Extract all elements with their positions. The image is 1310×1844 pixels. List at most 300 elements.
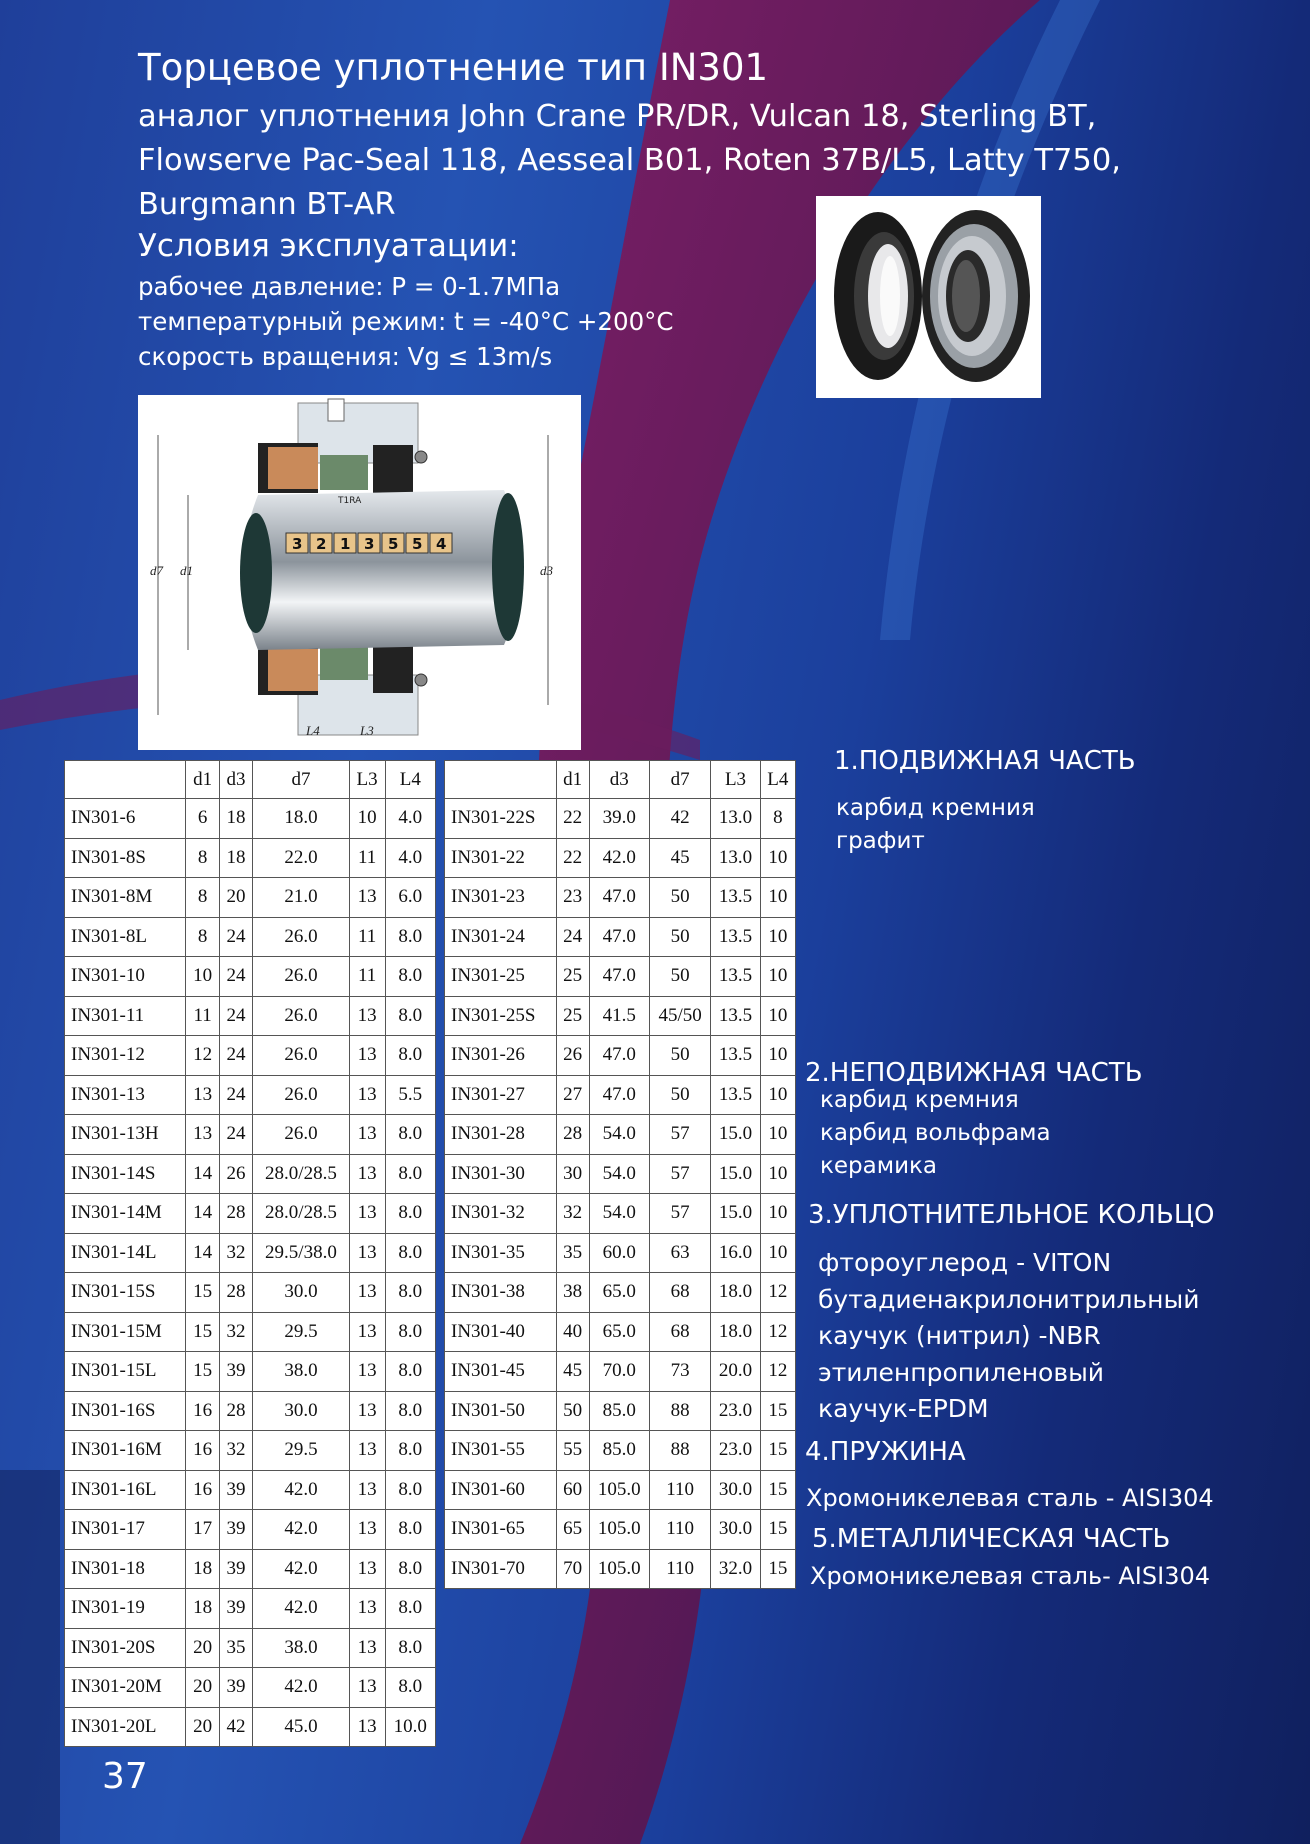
column-header: d1 (186, 761, 219, 799)
table-row (445, 1075, 796, 1115)
column-header: d7 (650, 761, 711, 799)
value-cell: 110 (650, 1510, 711, 1550)
value-cell: 13.0 (711, 838, 760, 878)
value-cell: 15 (186, 1312, 219, 1352)
table-row (445, 1470, 796, 1510)
table-row (445, 1115, 796, 1155)
value-cell: 13 (349, 1431, 385, 1471)
value-cell: 18 (219, 799, 252, 839)
value-cell: 10 (760, 1075, 795, 1115)
value-cell: 42.0 (253, 1668, 349, 1708)
table-row (65, 957, 436, 997)
value-cell: 13 (349, 878, 385, 918)
value-cell: 25 (556, 996, 589, 1036)
value-cell: 88 (650, 1391, 711, 1431)
value-cell: 20 (219, 878, 252, 918)
model-cell: IN301-8S (65, 838, 186, 878)
part-label: 2 (316, 535, 327, 553)
value-cell: 39 (219, 1352, 252, 1392)
value-cell: 8.0 (385, 1115, 435, 1155)
column-header (65, 761, 186, 799)
value-cell: 13 (349, 1549, 385, 1589)
value-cell: 42.0 (253, 1510, 349, 1550)
value-cell: 15 (760, 1549, 795, 1589)
seal-diagram (138, 395, 581, 750)
model-cell: IN301-6 (65, 799, 186, 839)
value-cell: 50 (650, 1036, 711, 1076)
value-cell: 13 (349, 1312, 385, 1352)
section-3-item: фтороуглерод - VITON (818, 1248, 1112, 1277)
value-cell: 18.0 (253, 799, 349, 839)
model-cell: IN301-22 (445, 838, 557, 878)
value-cell: 14 (186, 1194, 219, 1234)
value-cell: 39 (219, 1470, 252, 1510)
value-cell: 8.0 (385, 1273, 435, 1313)
model-cell: IN301-15L (65, 1352, 186, 1392)
value-cell: 50 (650, 1075, 711, 1115)
table-row (65, 1431, 436, 1471)
table-row (65, 799, 436, 839)
value-cell: 11 (349, 957, 385, 997)
section-2-title: 2.НЕПОДВИЖНАЯ ЧАСТЬ (805, 1058, 1143, 1088)
value-cell: 32 (219, 1431, 252, 1471)
value-cell: 10 (186, 957, 219, 997)
section-2-item: керамика (820, 1153, 938, 1179)
dim-d7: d7 (150, 563, 163, 578)
value-cell: 30.0 (711, 1470, 760, 1510)
table-row (65, 878, 436, 918)
table-row (445, 878, 796, 918)
value-cell: 5.5 (385, 1075, 435, 1115)
value-cell: 70 (556, 1549, 589, 1589)
table-header-row (65, 761, 436, 799)
model-cell: IN301-16S (65, 1391, 186, 1431)
value-cell: 24 (219, 917, 252, 957)
model-cell: IN301-8L (65, 917, 186, 957)
value-cell: 24 (219, 996, 252, 1036)
value-cell: 42.0 (589, 838, 650, 878)
table-row (445, 1391, 796, 1431)
value-cell: 42 (219, 1707, 252, 1747)
value-cell: 60 (556, 1470, 589, 1510)
value-cell: 16 (186, 1391, 219, 1431)
section-3-item: каучук (нитрил) -NBR (818, 1321, 1101, 1350)
value-cell: 10 (760, 1115, 795, 1155)
table-row (445, 1312, 796, 1352)
value-cell: 45 (556, 1352, 589, 1392)
section-4-item: Хромоникелевая сталь - AISI304 (806, 1484, 1214, 1512)
dim-d3: d3 (540, 563, 553, 578)
model-cell: IN301-13H (65, 1115, 186, 1155)
value-cell: 57 (650, 1194, 711, 1234)
value-cell: 22 (556, 799, 589, 839)
value-cell: 26 (556, 1036, 589, 1076)
size-table-left (64, 760, 436, 1747)
model-cell: IN301-32 (445, 1194, 557, 1234)
model-cell: IN301-23 (445, 878, 557, 918)
model-cell: IN301-25 (445, 957, 557, 997)
model-cell: IN301-22S (445, 799, 557, 839)
value-cell: 13.5 (711, 957, 760, 997)
value-cell: 8.0 (385, 996, 435, 1036)
value-cell: 8.0 (385, 1589, 435, 1629)
value-cell: 23.0 (711, 1391, 760, 1431)
model-cell: IN301-15M (65, 1312, 186, 1352)
value-cell: 8.0 (385, 1312, 435, 1352)
value-cell: 12 (186, 1036, 219, 1076)
table-row (445, 1273, 796, 1313)
value-cell: 20 (186, 1707, 219, 1747)
table-row (445, 1352, 796, 1392)
value-cell: 54.0 (589, 1115, 650, 1155)
dim-l4: L4 (306, 723, 320, 738)
model-cell: IN301-10 (65, 957, 186, 997)
model-cell: IN301-30 (445, 1154, 557, 1194)
product-photo (816, 196, 1041, 398)
value-cell: 16 (186, 1431, 219, 1471)
value-cell: 21.0 (253, 878, 349, 918)
section-1-item: карбид кремния (836, 795, 1035, 821)
table-row (65, 838, 436, 878)
table-row (445, 1431, 796, 1471)
part-label: 3 (292, 535, 303, 553)
table-row (445, 917, 796, 957)
value-cell: 18 (186, 1549, 219, 1589)
value-cell: 20 (186, 1628, 219, 1668)
value-cell: 13 (186, 1115, 219, 1155)
value-cell: 28 (556, 1115, 589, 1155)
value-cell: 105.0 (589, 1470, 650, 1510)
model-cell: IN301-20L (65, 1707, 186, 1747)
value-cell: 65.0 (589, 1273, 650, 1313)
value-cell: 13 (349, 1075, 385, 1115)
column-header: L4 (385, 761, 435, 799)
conditions-heading: Условия эксплуатации: (138, 228, 519, 264)
table-row (445, 1194, 796, 1234)
table-row (445, 1510, 796, 1550)
subtitle-line-3: Burgmann BT-AR (138, 187, 396, 222)
table-row (65, 1628, 436, 1668)
value-cell: 60.0 (589, 1233, 650, 1273)
value-cell: 13 (349, 1391, 385, 1431)
value-cell: 8.0 (385, 1628, 435, 1668)
value-cell: 29.5/38.0 (253, 1233, 349, 1273)
value-cell: 20.0 (711, 1352, 760, 1392)
value-cell: 39 (219, 1589, 252, 1629)
table-row (445, 1549, 796, 1589)
table-row (65, 1510, 436, 1550)
value-cell: 26.0 (253, 917, 349, 957)
value-cell: 4.0 (385, 799, 435, 839)
value-cell: 6.0 (385, 878, 435, 918)
value-cell: 24 (219, 1036, 252, 1076)
value-cell: 18 (219, 838, 252, 878)
value-cell: 57 (650, 1154, 711, 1194)
value-cell: 10 (349, 799, 385, 839)
table-row (65, 1589, 436, 1629)
value-cell: 38.0 (253, 1628, 349, 1668)
value-cell: 8 (760, 799, 795, 839)
model-cell: IN301-20S (65, 1628, 186, 1668)
value-cell: 8.0 (385, 957, 435, 997)
table-row (65, 1194, 436, 1234)
value-cell: 16.0 (711, 1233, 760, 1273)
value-cell: 45 (650, 838, 711, 878)
value-cell: 13 (349, 1352, 385, 1392)
value-cell: 15.0 (711, 1115, 760, 1155)
table-row (65, 917, 436, 957)
value-cell: 13.5 (711, 996, 760, 1036)
page-number: 37 (102, 1756, 148, 1797)
value-cell: 11 (186, 996, 219, 1036)
model-cell: IN301-14L (65, 1233, 186, 1273)
value-cell: 105.0 (589, 1510, 650, 1550)
column-header: d7 (253, 761, 349, 799)
part-label: 3 (364, 535, 375, 553)
section-3-item: этиленпропиленовый (818, 1358, 1105, 1387)
condition-pressure: рабочее давление: P = 0-1.7МПа (138, 272, 561, 301)
subtitle-line-2: Flowserve Pac-Seal 118, Aesseal B01, Roten 37B/L5, Latty T750, (138, 143, 1121, 178)
model-cell: IN301-16M (65, 1431, 186, 1471)
value-cell: 10 (760, 957, 795, 997)
part-labels (286, 533, 452, 553)
value-cell: 28.0/28.5 (253, 1154, 349, 1194)
table-row (445, 799, 796, 839)
table-row (65, 1707, 436, 1747)
table-row (65, 1352, 436, 1392)
value-cell: 28 (219, 1273, 252, 1313)
value-cell: 30.0 (253, 1391, 349, 1431)
part-label: 5 (412, 535, 423, 553)
section-4-title: 4.ПРУЖИНА (805, 1437, 966, 1467)
value-cell: 8.0 (385, 1352, 435, 1392)
section-5-title: 5.МЕТАЛЛИЧЕСКАЯ ЧАСТЬ (812, 1524, 1171, 1554)
value-cell: 30 (556, 1154, 589, 1194)
model-cell: IN301-18 (65, 1549, 186, 1589)
value-cell: 73 (650, 1352, 711, 1392)
model-cell: IN301-8M (65, 878, 186, 918)
model-cell: IN301-55 (445, 1431, 557, 1471)
value-cell: 24 (556, 917, 589, 957)
table-row (65, 1549, 436, 1589)
column-header: d3 (219, 761, 252, 799)
dim-tag: T1RA (338, 496, 362, 506)
value-cell: 8.0 (385, 1510, 435, 1550)
section-3-item: бутадиенакрилонитрильный (818, 1285, 1200, 1314)
model-cell: IN301-38 (445, 1273, 557, 1313)
value-cell: 105.0 (589, 1549, 650, 1589)
section-1-title: 1.ПОДВИЖНАЯ ЧАСТЬ (834, 746, 1136, 776)
value-cell: 68 (650, 1312, 711, 1352)
value-cell: 29.5 (253, 1431, 349, 1471)
model-cell: IN301-11 (65, 996, 186, 1036)
value-cell: 70.0 (589, 1352, 650, 1392)
model-cell: IN301-60 (445, 1470, 557, 1510)
value-cell: 22 (556, 838, 589, 878)
value-cell: 39 (219, 1668, 252, 1708)
table-row (65, 1036, 436, 1076)
table-row (65, 1075, 436, 1115)
value-cell: 13 (349, 1510, 385, 1550)
value-cell: 13.5 (711, 878, 760, 918)
value-cell: 10 (760, 996, 795, 1036)
table-row (65, 1470, 436, 1510)
value-cell: 18.0 (711, 1273, 760, 1313)
part-label: 4 (436, 535, 447, 553)
value-cell: 14 (186, 1233, 219, 1273)
model-cell: IN301-12 (65, 1036, 186, 1076)
value-cell: 4.0 (385, 838, 435, 878)
value-cell: 42.0 (253, 1470, 349, 1510)
value-cell: 8.0 (385, 1668, 435, 1708)
value-cell: 50 (556, 1391, 589, 1431)
value-cell: 38 (556, 1273, 589, 1313)
value-cell: 39 (219, 1549, 252, 1589)
table-row (445, 1233, 796, 1273)
value-cell: 47.0 (589, 1036, 650, 1076)
value-cell: 13 (349, 1273, 385, 1313)
value-cell: 26.0 (253, 1036, 349, 1076)
value-cell: 50 (650, 917, 711, 957)
value-cell: 13 (349, 1036, 385, 1076)
value-cell: 8 (186, 838, 219, 878)
value-cell: 8.0 (385, 1194, 435, 1234)
value-cell: 63 (650, 1233, 711, 1273)
value-cell: 47.0 (589, 878, 650, 918)
value-cell: 8.0 (385, 1549, 435, 1589)
section-5-item: Хромоникелевая сталь- AISI304 (810, 1562, 1210, 1590)
value-cell: 13 (349, 1628, 385, 1668)
model-cell: IN301-17 (65, 1510, 186, 1550)
column-header: L3 (711, 761, 760, 799)
value-cell: 10.0 (385, 1707, 435, 1747)
model-cell: IN301-14M (65, 1194, 186, 1234)
dim-l3: L3 (360, 723, 374, 738)
value-cell: 27 (556, 1075, 589, 1115)
value-cell: 29.5 (253, 1312, 349, 1352)
section-3-item: каучук-EPDM (818, 1394, 989, 1423)
value-cell: 24 (219, 957, 252, 997)
value-cell: 13 (349, 1233, 385, 1273)
value-cell: 15 (760, 1391, 795, 1431)
value-cell: 12 (760, 1352, 795, 1392)
value-cell: 38.0 (253, 1352, 349, 1392)
value-cell: 13 (349, 1668, 385, 1708)
value-cell: 15 (186, 1352, 219, 1392)
value-cell: 47.0 (589, 917, 650, 957)
value-cell: 12 (760, 1273, 795, 1313)
value-cell: 32.0 (711, 1549, 760, 1589)
value-cell: 35 (219, 1628, 252, 1668)
value-cell: 24 (219, 1115, 252, 1155)
value-cell: 10 (760, 1154, 795, 1194)
value-cell: 11 (349, 917, 385, 957)
model-cell: IN301-35 (445, 1233, 557, 1273)
value-cell: 14 (186, 1154, 219, 1194)
value-cell: 22.0 (253, 838, 349, 878)
value-cell: 26.0 (253, 996, 349, 1036)
value-cell: 23.0 (711, 1431, 760, 1471)
value-cell: 15.0 (711, 1154, 760, 1194)
value-cell: 39.0 (589, 799, 650, 839)
value-cell: 20 (186, 1668, 219, 1708)
model-cell: IN301-14S (65, 1154, 186, 1194)
column-header: L3 (349, 761, 385, 799)
value-cell: 10 (760, 917, 795, 957)
value-cell: 13 (349, 996, 385, 1036)
value-cell: 85.0 (589, 1391, 650, 1431)
value-cell: 28 (219, 1194, 252, 1234)
value-cell: 23 (556, 878, 589, 918)
value-cell: 65 (556, 1510, 589, 1550)
value-cell: 39 (219, 1510, 252, 1550)
value-cell: 13.5 (711, 1075, 760, 1115)
value-cell: 50 (650, 957, 711, 997)
value-cell: 8.0 (385, 1431, 435, 1471)
value-cell: 8.0 (385, 1154, 435, 1194)
model-cell: IN301-45 (445, 1352, 557, 1392)
table-row (445, 838, 796, 878)
value-cell: 8.0 (385, 1391, 435, 1431)
value-cell: 13 (349, 1589, 385, 1629)
value-cell: 8 (186, 878, 219, 918)
value-cell: 28 (219, 1391, 252, 1431)
value-cell: 12 (760, 1312, 795, 1352)
table-row (65, 996, 436, 1036)
part-label: 5 (388, 535, 399, 553)
value-cell: 50 (650, 878, 711, 918)
column-header: d1 (556, 761, 589, 799)
section-1-item: графит (836, 828, 925, 854)
value-cell: 54.0 (589, 1194, 650, 1234)
value-cell: 88 (650, 1431, 711, 1471)
size-table-right (444, 760, 796, 1589)
table-row (65, 1233, 436, 1273)
value-cell: 13 (349, 1470, 385, 1510)
table-row (445, 957, 796, 997)
value-cell: 16 (186, 1470, 219, 1510)
value-cell: 110 (650, 1549, 711, 1589)
section-2-item: карбид кремния (820, 1087, 1019, 1113)
value-cell: 15.0 (711, 1194, 760, 1234)
value-cell: 17 (186, 1510, 219, 1550)
model-cell: IN301-40 (445, 1312, 557, 1352)
table-row (445, 1154, 796, 1194)
value-cell: 35 (556, 1233, 589, 1273)
value-cell: 32 (556, 1194, 589, 1234)
value-cell: 42.0 (253, 1589, 349, 1629)
dim-d1: d1 (180, 563, 193, 578)
value-cell: 40 (556, 1312, 589, 1352)
value-cell: 45/50 (650, 996, 711, 1036)
value-cell: 57 (650, 1115, 711, 1155)
value-cell: 13 (349, 1194, 385, 1234)
value-cell: 85.0 (589, 1431, 650, 1471)
value-cell: 26.0 (253, 1075, 349, 1115)
model-cell: IN301-19 (65, 1589, 186, 1629)
value-cell: 8 (186, 917, 219, 957)
table-row (65, 1391, 436, 1431)
table-row (65, 1273, 436, 1313)
value-cell: 13.0 (711, 799, 760, 839)
value-cell: 10 (760, 838, 795, 878)
value-cell: 26.0 (253, 957, 349, 997)
value-cell: 13 (349, 1154, 385, 1194)
model-cell: IN301-15S (65, 1273, 186, 1313)
model-cell: IN301-50 (445, 1391, 557, 1431)
section-3-title: 3.УПЛОТНИТЕЛЬНОЕ КОЛЬЦО (808, 1200, 1215, 1230)
value-cell: 26.0 (253, 1115, 349, 1155)
